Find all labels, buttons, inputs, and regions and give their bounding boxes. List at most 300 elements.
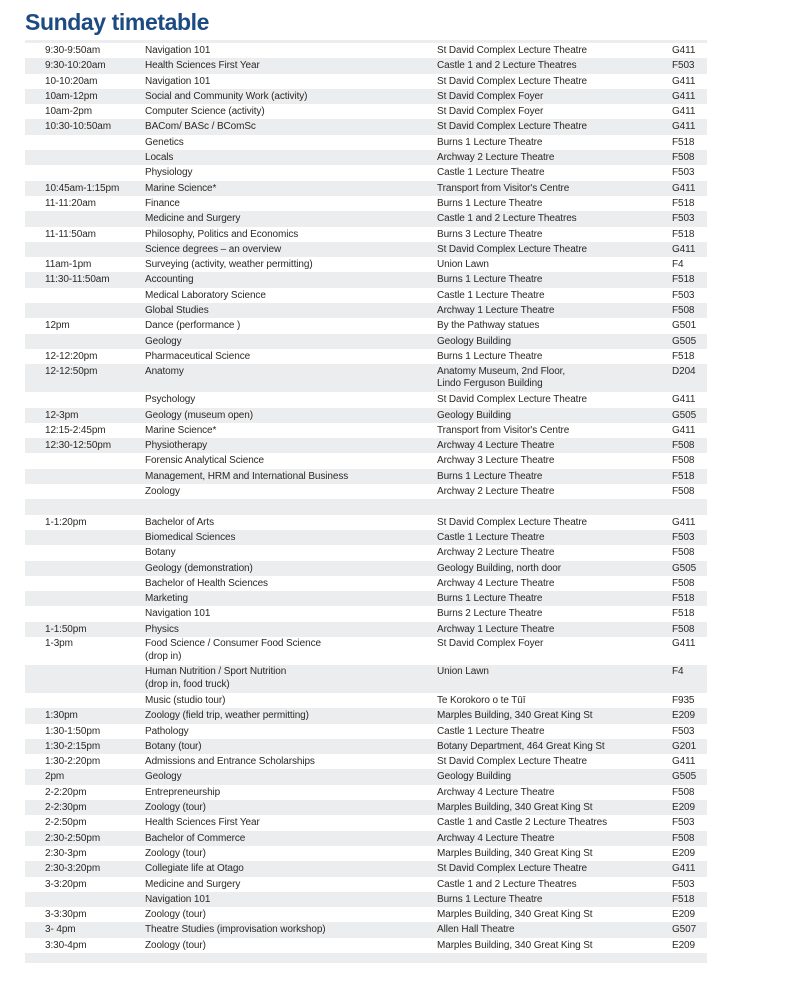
time-cell-line1: 1:30-2:15pm (45, 740, 101, 752)
location-cell (437, 622, 672, 637)
event-cell (145, 104, 437, 119)
time-cell (25, 104, 145, 119)
table-row (25, 846, 707, 861)
table-row (25, 665, 707, 693)
table-row (25, 438, 707, 453)
event-cell-line1: Physiotherapy (145, 440, 208, 452)
event-cell-line1: Admissions and Entrance Scholarships (145, 756, 315, 768)
time-cell (25, 89, 145, 104)
table-row (25, 211, 707, 226)
location-cell-line1: Castle 1 and 2 Lecture Theatres (437, 878, 577, 890)
event-cell-line1: Zoology (tour) (145, 909, 206, 921)
spacer-row (25, 499, 707, 514)
time-cell (25, 815, 145, 830)
event-cell (145, 423, 437, 438)
event-cell-line1: Navigation 101 (145, 608, 211, 620)
room-code-cell-line1: E209 (672, 909, 695, 921)
location-cell-line1: Archway 4 Lecture Theatre (437, 440, 555, 452)
room-code-cell (672, 484, 707, 499)
time-cell (25, 288, 145, 303)
room-code-cell (672, 708, 707, 723)
event-cell-line1: Physiology (145, 167, 193, 179)
event-cell (145, 754, 437, 769)
event-cell (145, 892, 437, 907)
location-cell (437, 303, 672, 318)
time-cell (25, 545, 145, 560)
event-cell (145, 515, 437, 530)
time-cell-line1: 12-12:50pm (45, 365, 98, 377)
event-cell-line1: Biomedical Sciences (145, 531, 236, 543)
time-cell-line1: 10am-12pm (45, 90, 98, 102)
event-cell (145, 89, 437, 104)
time-cell-line1: 10:45am-1:15pm (45, 182, 120, 194)
room-code-cell (672, 227, 707, 242)
event-cell (145, 438, 437, 453)
room-code-cell-line1: F503 (672, 531, 695, 543)
room-code-cell (672, 815, 707, 830)
location-cell-line1: Geology Building, north door (437, 562, 561, 574)
event-cell-line1: Zoology (tour) (145, 939, 206, 951)
location-cell (437, 288, 672, 303)
time-cell (25, 922, 145, 937)
time-cell (25, 408, 145, 423)
location-cell (437, 119, 672, 134)
location-cell-line1: Archway 1 Lecture Theatre (437, 623, 555, 635)
location-cell-line1: Archway 2 Lecture Theatre (437, 152, 555, 164)
table-row (25, 43, 707, 58)
room-code-cell-line1: G411 (672, 516, 696, 528)
location-cell-line1: Botany Department, 464 Great King St (437, 740, 605, 752)
room-code-cell (672, 211, 707, 226)
location-cell (437, 815, 672, 830)
location-cell-line1: Burns 1 Lecture Theatre (437, 470, 543, 482)
event-cell (145, 165, 437, 180)
event-cell-line1: Accounting (145, 274, 194, 286)
table-row (25, 922, 707, 937)
event-cell (145, 591, 437, 606)
time-cell (25, 334, 145, 349)
time-cell (25, 423, 145, 438)
room-code-cell (672, 545, 707, 560)
location-cell (437, 408, 672, 423)
location-cell (437, 438, 672, 453)
room-code-cell-line1: F4 (672, 259, 684, 271)
location-cell-line1: St David Complex Lecture Theatre (437, 756, 588, 768)
location-cell (437, 785, 672, 800)
time-cell (25, 892, 145, 907)
spacer-row (25, 953, 707, 963)
table-row (25, 724, 707, 739)
room-code-cell-line1: G505 (672, 771, 697, 783)
table-row (25, 815, 707, 830)
event-cell (145, 724, 437, 739)
room-code-cell-line1: F503 (672, 167, 695, 179)
event-cell-line1: Geology (145, 771, 182, 783)
room-code-cell-line1: G411 (672, 424, 696, 436)
table-row (25, 938, 707, 953)
event-cell-line1: Physics (145, 623, 179, 635)
room-code-cell-line1: F518 (672, 228, 695, 240)
event-cell (145, 242, 437, 257)
table-row (25, 408, 707, 423)
time-cell (25, 58, 145, 73)
time-cell (25, 484, 145, 499)
location-cell-line1: St David Complex Lecture Theatre (437, 121, 588, 133)
location-cell-line1: Geology Building (437, 409, 512, 421)
room-code-cell (672, 831, 707, 846)
table-row (25, 242, 707, 257)
room-code-cell-line1: F4 (672, 666, 684, 678)
time-cell (25, 303, 145, 318)
room-code-cell (672, 392, 707, 407)
time-cell-line1: 2:30-3pm (45, 847, 87, 859)
location-cell (437, 922, 672, 937)
table-row (25, 606, 707, 621)
room-code-cell (672, 638, 707, 665)
table-row (25, 453, 707, 468)
time-cell-line1: 2-2:30pm (45, 802, 87, 814)
room-code-cell (672, 334, 707, 349)
time-cell (25, 227, 145, 242)
location-cell-line1: Archway 2 Lecture Theatre (437, 486, 555, 498)
table-row (25, 769, 707, 784)
room-code-cell-line1: F508 (672, 305, 695, 317)
location-cell-line1: St David Complex Lecture Theatre (437, 516, 588, 528)
time-cell (25, 272, 145, 287)
page-title: Sunday timetable (25, 9, 210, 35)
location-cell-line1: Allen Hall Theatre (437, 924, 515, 936)
event-cell (145, 181, 437, 196)
event-cell-line1: Health Sciences First Year (145, 817, 260, 829)
time-cell-line1: 1:30-1:50pm (45, 725, 101, 737)
time-cell-line1: 1-1:20pm (45, 516, 87, 528)
room-code-cell-line1: F518 (672, 197, 695, 209)
event-cell (145, 666, 437, 693)
table-row (25, 622, 707, 637)
table-row (25, 861, 707, 876)
event-cell-line1: Botany (tour) (145, 740, 202, 752)
location-cell (437, 242, 672, 257)
location-cell-line1: Castle 1 Lecture Theatre (437, 289, 545, 301)
location-cell-line1: Marples Building, 340 Great King St (437, 802, 593, 814)
room-code-cell-line1: F935 (672, 694, 695, 706)
time-cell-line1: 11am-1pm (45, 259, 92, 271)
time-cell (25, 739, 145, 754)
location-cell-line1: Burns 1 Lecture Theatre (437, 136, 543, 148)
time-cell (25, 831, 145, 846)
location-cell-line1: Burns 1 Lecture Theatre (437, 350, 543, 362)
event-cell-line1: Bachelor of Commerce (145, 832, 246, 844)
table-row (25, 119, 707, 134)
event-cell (145, 800, 437, 815)
time-cell (25, 576, 145, 591)
room-code-cell-line1: G411 (672, 638, 696, 650)
location-cell-line1: St David Complex Foyer (437, 90, 544, 102)
location-cell-line1: Castle 1 and 2 Lecture Theatres (437, 213, 577, 225)
location-cell (437, 469, 672, 484)
time-cell (25, 349, 145, 364)
room-code-cell (672, 576, 707, 591)
event-cell-line2: (drop in, food truck) (145, 679, 230, 691)
event-cell (145, 622, 437, 637)
room-code-cell-line1: F508 (672, 547, 695, 559)
location-cell-line1: Burns 1 Lecture Theatre (437, 274, 543, 286)
event-cell (145, 561, 437, 576)
table-row (25, 227, 707, 242)
location-cell (437, 666, 672, 693)
time-cell (25, 693, 145, 708)
event-cell-line1: Health Sciences First Year (145, 60, 260, 72)
table-row (25, 892, 707, 907)
room-code-cell-line1: G411 (672, 756, 696, 768)
location-cell-line1: Transport from Visitor's Centre (437, 182, 570, 194)
room-code-cell (672, 622, 707, 637)
location-cell-line1: By the Pathway statues (437, 320, 540, 332)
time-cell-line1: 10am-2pm (45, 106, 92, 118)
event-cell (145, 119, 437, 134)
location-cell-line1: Te Korokoro o te Tūī (437, 694, 526, 706)
room-code-cell (672, 907, 707, 922)
event-cell (145, 227, 437, 242)
time-cell (25, 181, 145, 196)
room-code-cell (672, 561, 707, 576)
time-cell (25, 785, 145, 800)
room-code-cell (672, 438, 707, 453)
time-cell (25, 165, 145, 180)
event-cell-line1: BACom/ BASc / BComSc (145, 121, 256, 133)
room-code-cell (672, 515, 707, 530)
location-cell (437, 453, 672, 468)
table-row (25, 484, 707, 499)
table-row (25, 349, 707, 364)
room-code-cell-line1: F508 (672, 786, 695, 798)
table-row (25, 104, 707, 119)
location-cell (437, 196, 672, 211)
room-code-cell-line1: F503 (672, 878, 695, 890)
location-cell (437, 907, 672, 922)
event-cell-line1: Marine Science* (145, 182, 217, 194)
table-row (25, 515, 707, 530)
event-cell (145, 693, 437, 708)
location-cell (437, 545, 672, 560)
event-cell (145, 43, 437, 58)
event-cell (145, 349, 437, 364)
time-cell (25, 119, 145, 134)
location-cell (437, 708, 672, 723)
table-row (25, 545, 707, 560)
room-code-cell-line1: G411 (672, 106, 696, 118)
time-cell (25, 708, 145, 723)
time-cell (25, 469, 145, 484)
location-cell (437, 366, 672, 393)
room-code-cell (672, 181, 707, 196)
room-code-cell-line1: F508 (672, 152, 695, 164)
event-cell (145, 877, 437, 892)
room-code-cell-line1: F518 (672, 593, 695, 605)
time-cell-line1: 2:30-2:50pm (45, 832, 101, 844)
room-code-cell-line1: F503 (672, 817, 695, 829)
event-cell-line1: Marketing (145, 593, 189, 605)
location-cell (437, 272, 672, 287)
event-cell-line1: Anatomy (145, 365, 184, 377)
location-cell (437, 257, 672, 272)
event-cell (145, 708, 437, 723)
table-row (25, 530, 707, 545)
location-cell-line1: Geology Building (437, 335, 512, 347)
table-row (25, 334, 707, 349)
room-code-cell (672, 349, 707, 364)
room-code-cell (672, 846, 707, 861)
location-cell-line1: Castle 1 and 2 Lecture Theatres (437, 60, 577, 72)
location-cell (437, 693, 672, 708)
time-cell-line1: 12:15-2:45pm (45, 424, 106, 436)
room-code-cell (672, 408, 707, 423)
location-cell (437, 892, 672, 907)
room-code-cell-line1: F518 (672, 350, 695, 362)
table-row (25, 739, 707, 754)
event-cell-line1: Finance (145, 197, 180, 209)
event-cell (145, 861, 437, 876)
room-code-cell (672, 318, 707, 333)
location-cell (437, 104, 672, 119)
location-cell-line2: Lindo Ferguson Building (437, 378, 543, 390)
room-code-cell-line1: G411 (672, 45, 696, 56)
event-cell-line1: Global Studies (145, 305, 209, 317)
time-cell-line1: 12:30-12:50pm (45, 440, 111, 452)
time-cell-line1: 1-3pm (45, 638, 73, 650)
time-cell (25, 453, 145, 468)
time-cell-line1: 3- 4pm (45, 924, 76, 936)
time-cell (25, 196, 145, 211)
room-code-cell-line1: F508 (672, 577, 695, 589)
room-code-cell-line1: G201 (672, 740, 697, 752)
location-cell (437, 181, 672, 196)
table-row (25, 181, 707, 196)
event-cell (145, 922, 437, 937)
room-code-cell-line1: F518 (672, 893, 695, 905)
event-cell (145, 769, 437, 784)
time-cell (25, 561, 145, 576)
location-cell (437, 58, 672, 73)
room-code-cell-line1: F503 (672, 289, 695, 301)
location-cell-line1: Castle 1 Lecture Theatre (437, 531, 545, 543)
location-cell-line1: Marples Building, 340 Great King St (437, 847, 593, 859)
room-code-cell-line1: F518 (672, 470, 695, 482)
room-code-cell (672, 89, 707, 104)
location-cell (437, 606, 672, 621)
location-cell (437, 724, 672, 739)
room-code-cell-line1: G411 (672, 182, 696, 194)
room-code-cell-line1: F518 (672, 136, 695, 148)
room-code-cell (672, 242, 707, 257)
location-cell-line1: Union Lawn (437, 259, 489, 271)
time-cell (25, 211, 145, 226)
event-cell-line1: Collegiate life at Otago (145, 863, 244, 875)
event-cell-line1: Navigation 101 (145, 893, 211, 905)
location-cell-line1: St David Complex Lecture Theatre (437, 863, 588, 875)
event-cell (145, 74, 437, 89)
time-cell (25, 666, 145, 693)
time-cell-line1: 9:30-9:50am (45, 45, 101, 56)
room-code-cell (672, 938, 707, 953)
time-cell (25, 530, 145, 545)
event-cell-line1: Botany (145, 547, 176, 559)
time-cell (25, 150, 145, 165)
time-cell (25, 769, 145, 784)
location-cell-line1: St David Complex Lecture Theatre (437, 243, 588, 255)
event-cell (145, 288, 437, 303)
event-cell (145, 135, 437, 150)
location-cell-line1: St David Complex Foyer (437, 106, 544, 118)
event-cell (145, 366, 437, 393)
table-row (25, 800, 707, 815)
room-code-cell (672, 135, 707, 150)
time-cell-line1: 12pm (45, 320, 70, 332)
time-cell-line1: 2:30-3:20pm (45, 863, 101, 875)
location-cell (437, 89, 672, 104)
time-cell (25, 242, 145, 257)
room-code-cell (672, 257, 707, 272)
event-cell-line1: Surveying (activity, weather permitting) (145, 259, 313, 271)
room-code-cell-line1: G411 (672, 243, 696, 255)
time-cell-line1: 3:30-4pm (45, 939, 87, 951)
event-cell (145, 576, 437, 591)
location-cell (437, 591, 672, 606)
room-code-cell (672, 469, 707, 484)
event-cell-line1: Management, HRM and International Business (145, 470, 349, 482)
location-cell (437, 800, 672, 815)
time-cell-line1: 10-10:20am (45, 75, 98, 87)
table-row (25, 58, 707, 73)
room-code-cell (672, 861, 707, 876)
room-code-cell (672, 606, 707, 621)
room-code-cell (672, 423, 707, 438)
table-row (25, 303, 707, 318)
location-cell (437, 754, 672, 769)
location-cell (437, 831, 672, 846)
event-cell-line1: Bachelor of Arts (145, 516, 214, 528)
time-cell-line1: 1-1:50pm (45, 623, 87, 635)
location-cell-line1: Burns 1 Lecture Theatre (437, 893, 543, 905)
location-cell (437, 165, 672, 180)
room-code-cell (672, 272, 707, 287)
room-code-cell (672, 591, 707, 606)
room-code-cell (672, 104, 707, 119)
event-cell (145, 907, 437, 922)
event-cell-line1: Dance (performance ) (145, 320, 241, 332)
location-cell-line1: Archway 1 Lecture Theatre (437, 305, 555, 317)
event-cell (145, 606, 437, 621)
location-cell-line1: Archway 4 Lecture Theatre (437, 577, 555, 589)
event-cell-line1: Food Science / Consumer Food Science (145, 638, 321, 650)
room-code-cell (672, 922, 707, 937)
event-cell-line1: Genetics (145, 136, 184, 148)
time-cell-line1: 11:30-11:50am (45, 274, 110, 286)
event-cell-line1: Theatre Studies (improvisation workshop) (145, 924, 326, 936)
event-cell-line1: Geology (145, 335, 182, 347)
location-cell (437, 576, 672, 591)
time-cell (25, 907, 145, 922)
time-cell (25, 861, 145, 876)
location-cell (437, 334, 672, 349)
room-code-cell (672, 196, 707, 211)
table-row (25, 708, 707, 723)
time-cell-line1: 1:30pm (45, 710, 78, 722)
time-cell-line1: 12-3pm (45, 409, 79, 421)
room-code-cell (672, 165, 707, 180)
timetable-body (25, 43, 707, 963)
table-row (25, 196, 707, 211)
